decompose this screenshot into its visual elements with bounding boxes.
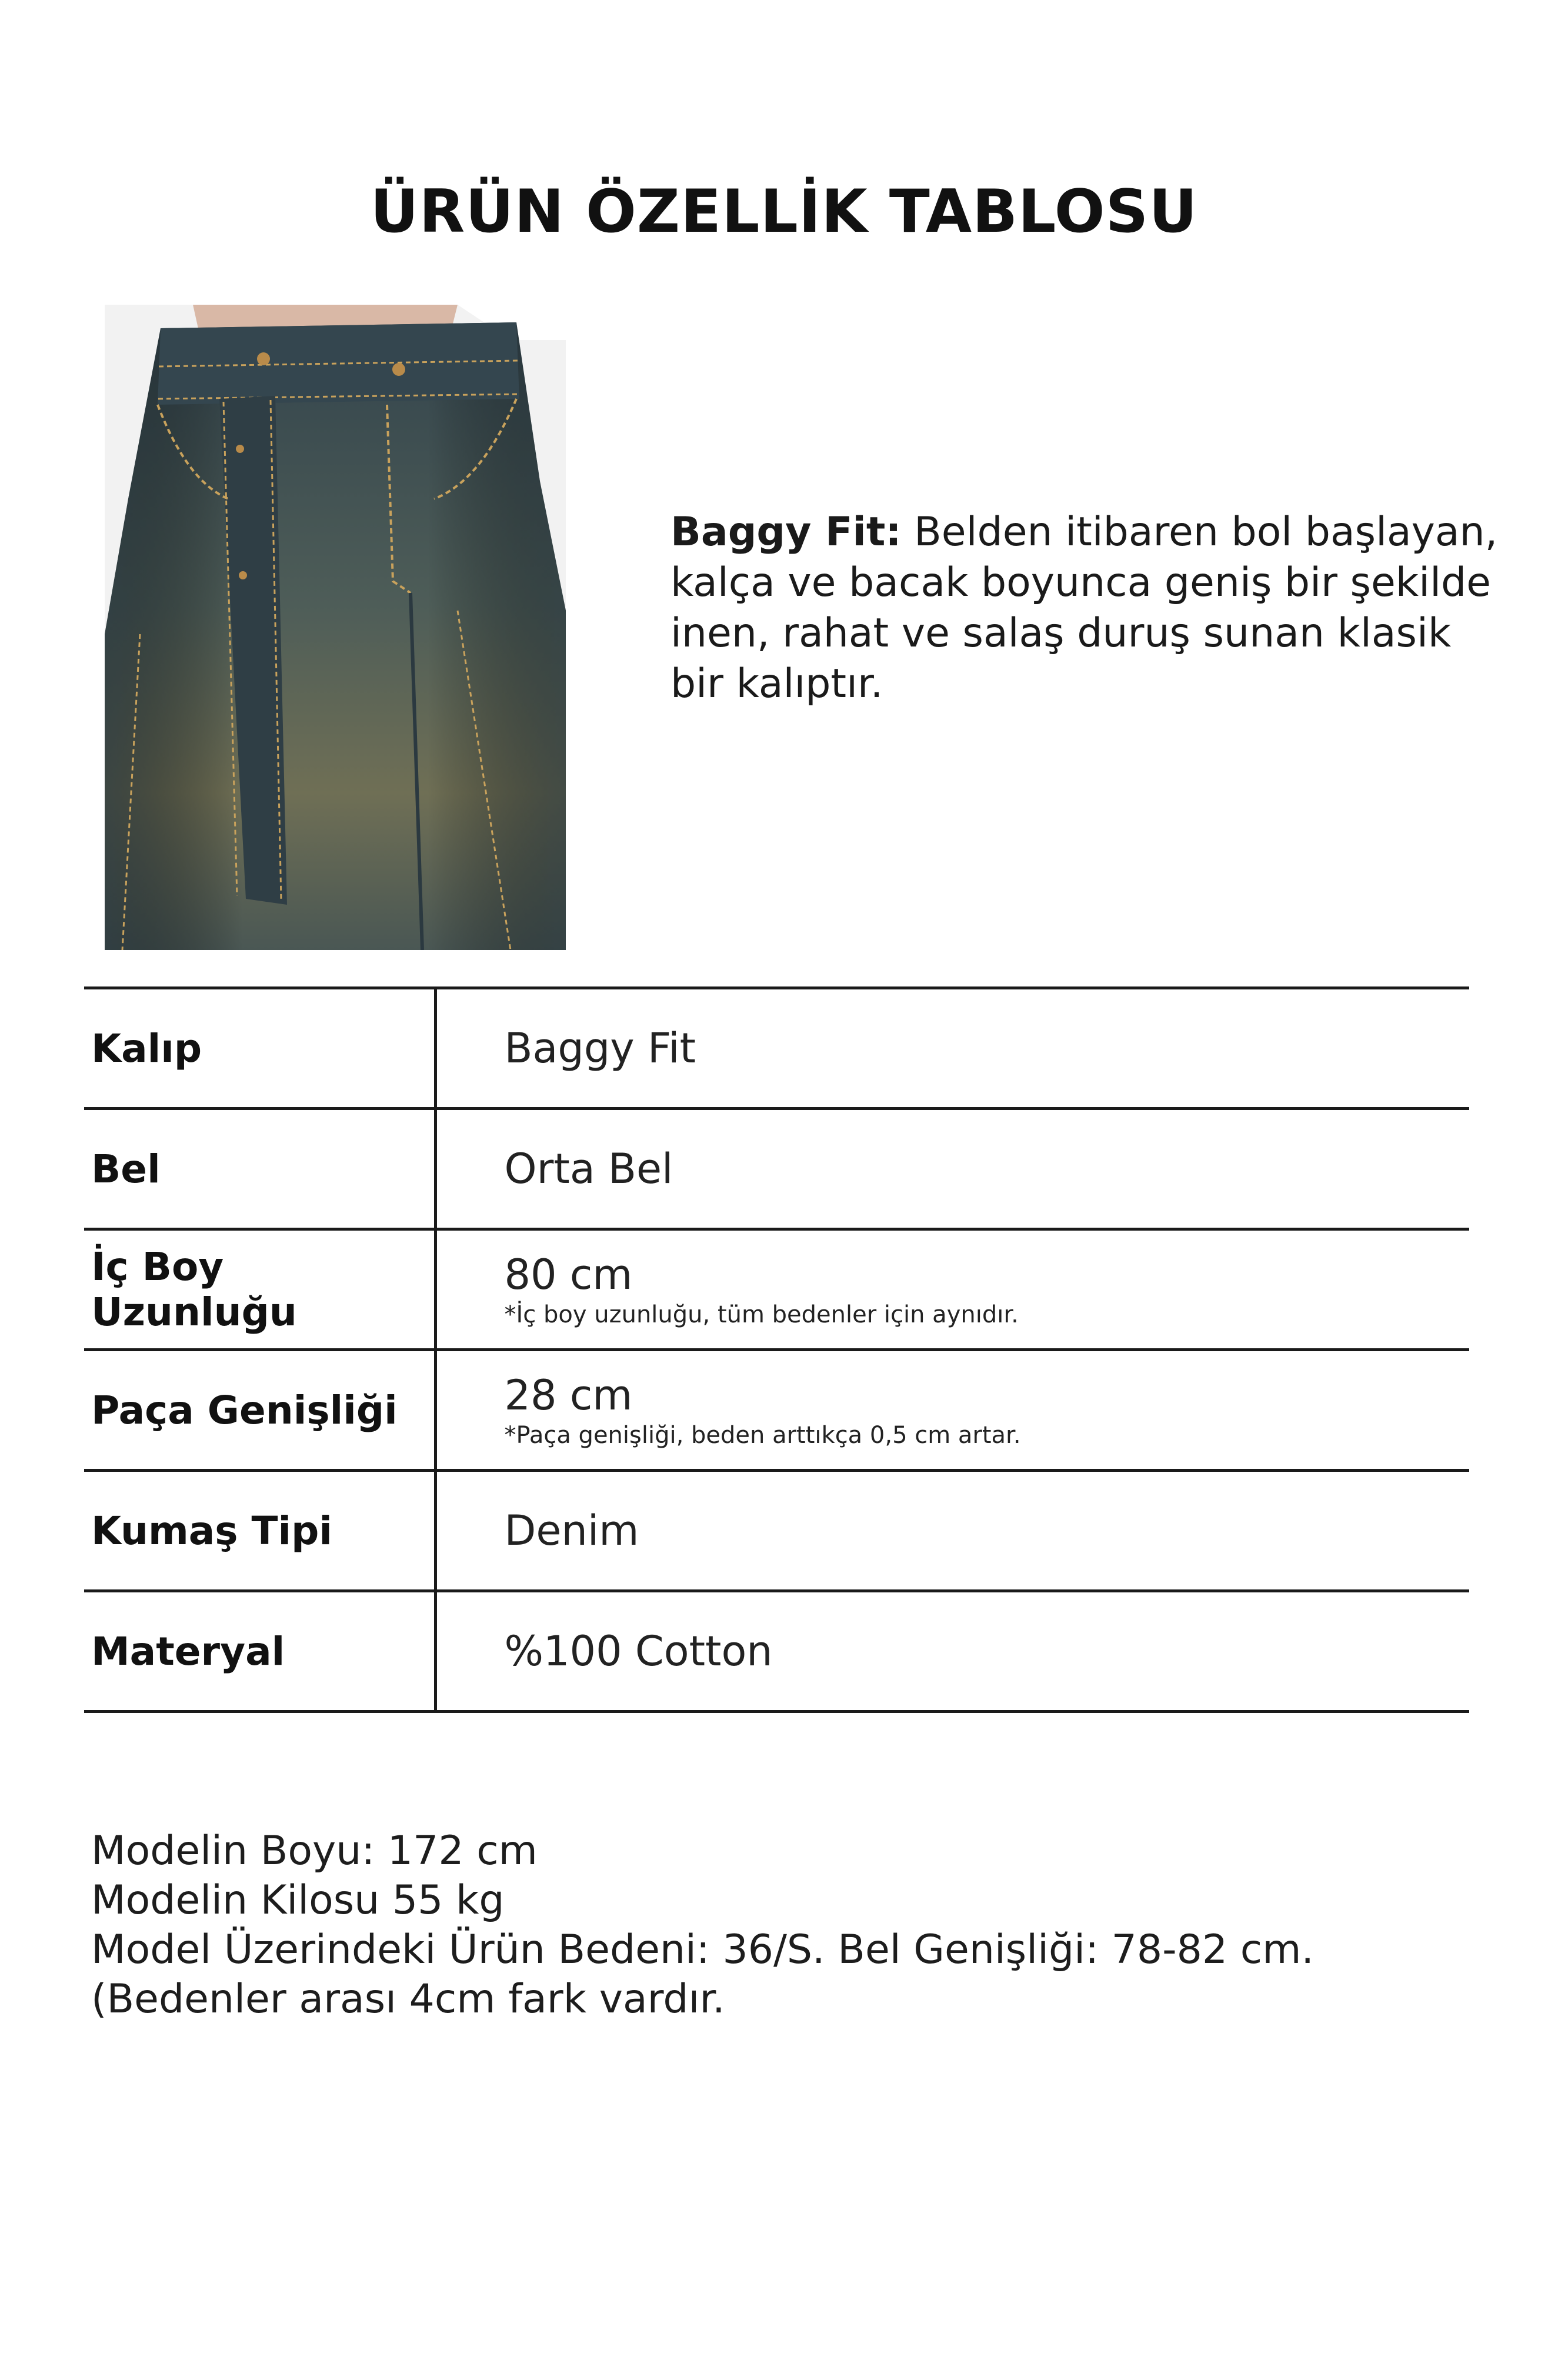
value-text: Orta Bel [504, 1145, 673, 1193]
spec-table [84, 986, 1469, 1713]
product-photo [105, 305, 566, 950]
fit-description [670, 507, 1506, 709]
row-label: Bel [84, 1109, 435, 1229]
row-value [435, 988, 1469, 1109]
page-title: ÜRÜN ÖZELLİK TABLOSU [370, 176, 1198, 246]
value-note: *Paça genişliği, beden arttıkça 0,5 cm artar. [504, 1422, 1021, 1449]
row-label: Materyal [84, 1591, 435, 1712]
table-row [84, 1350, 1469, 1471]
row-value [435, 1229, 1469, 1350]
table-row [84, 1471, 1469, 1591]
value-note: *İç boy uzunluğu, tüm bedenler için aynıdır. [504, 1301, 1019, 1328]
model-size: Model Üzerindeki Ürün Bedeni: 36/S. Bel Genişliği: 78-82 cm. (Bedenler arası 4cm fark vardır. [91, 1927, 1315, 2022]
row-value [435, 1591, 1469, 1712]
row-value [435, 1350, 1469, 1471]
row-label: Paça Genişliği [84, 1350, 435, 1471]
row-label: İç Boy Uzunluğu [84, 1229, 435, 1350]
fit-text: Belden itibaren bol başlayan, kalça ve bacak boyunca geniş bir şekilde inen, rahat ve salaş duruş sunan klasik bir kalıptır. [670, 509, 1498, 707]
row-value [435, 1109, 1469, 1229]
model-info [91, 1827, 1491, 2024]
value-text: 28 cm [504, 1371, 633, 1419]
table-row [84, 988, 1469, 1109]
value-text: Denim [504, 1507, 639, 1555]
value-text: 80 cm [504, 1251, 633, 1299]
value-text: Baggy Fit [504, 1024, 696, 1072]
table-row [84, 1229, 1469, 1350]
row-label: Kalıp [84, 988, 435, 1109]
model-height: Modelin Boyu: 172 cm [91, 1828, 538, 1874]
table-row [84, 1591, 1469, 1712]
table-row [84, 1109, 1469, 1229]
value-text: %100 Cotton [504, 1627, 773, 1675]
row-label: Kumaş Tipi [84, 1471, 435, 1591]
row-value [435, 1471, 1469, 1591]
model-weight: Modelin Kilosu 55 kg [91, 1877, 505, 1924]
fit-term: Baggy Fit: [670, 509, 902, 555]
